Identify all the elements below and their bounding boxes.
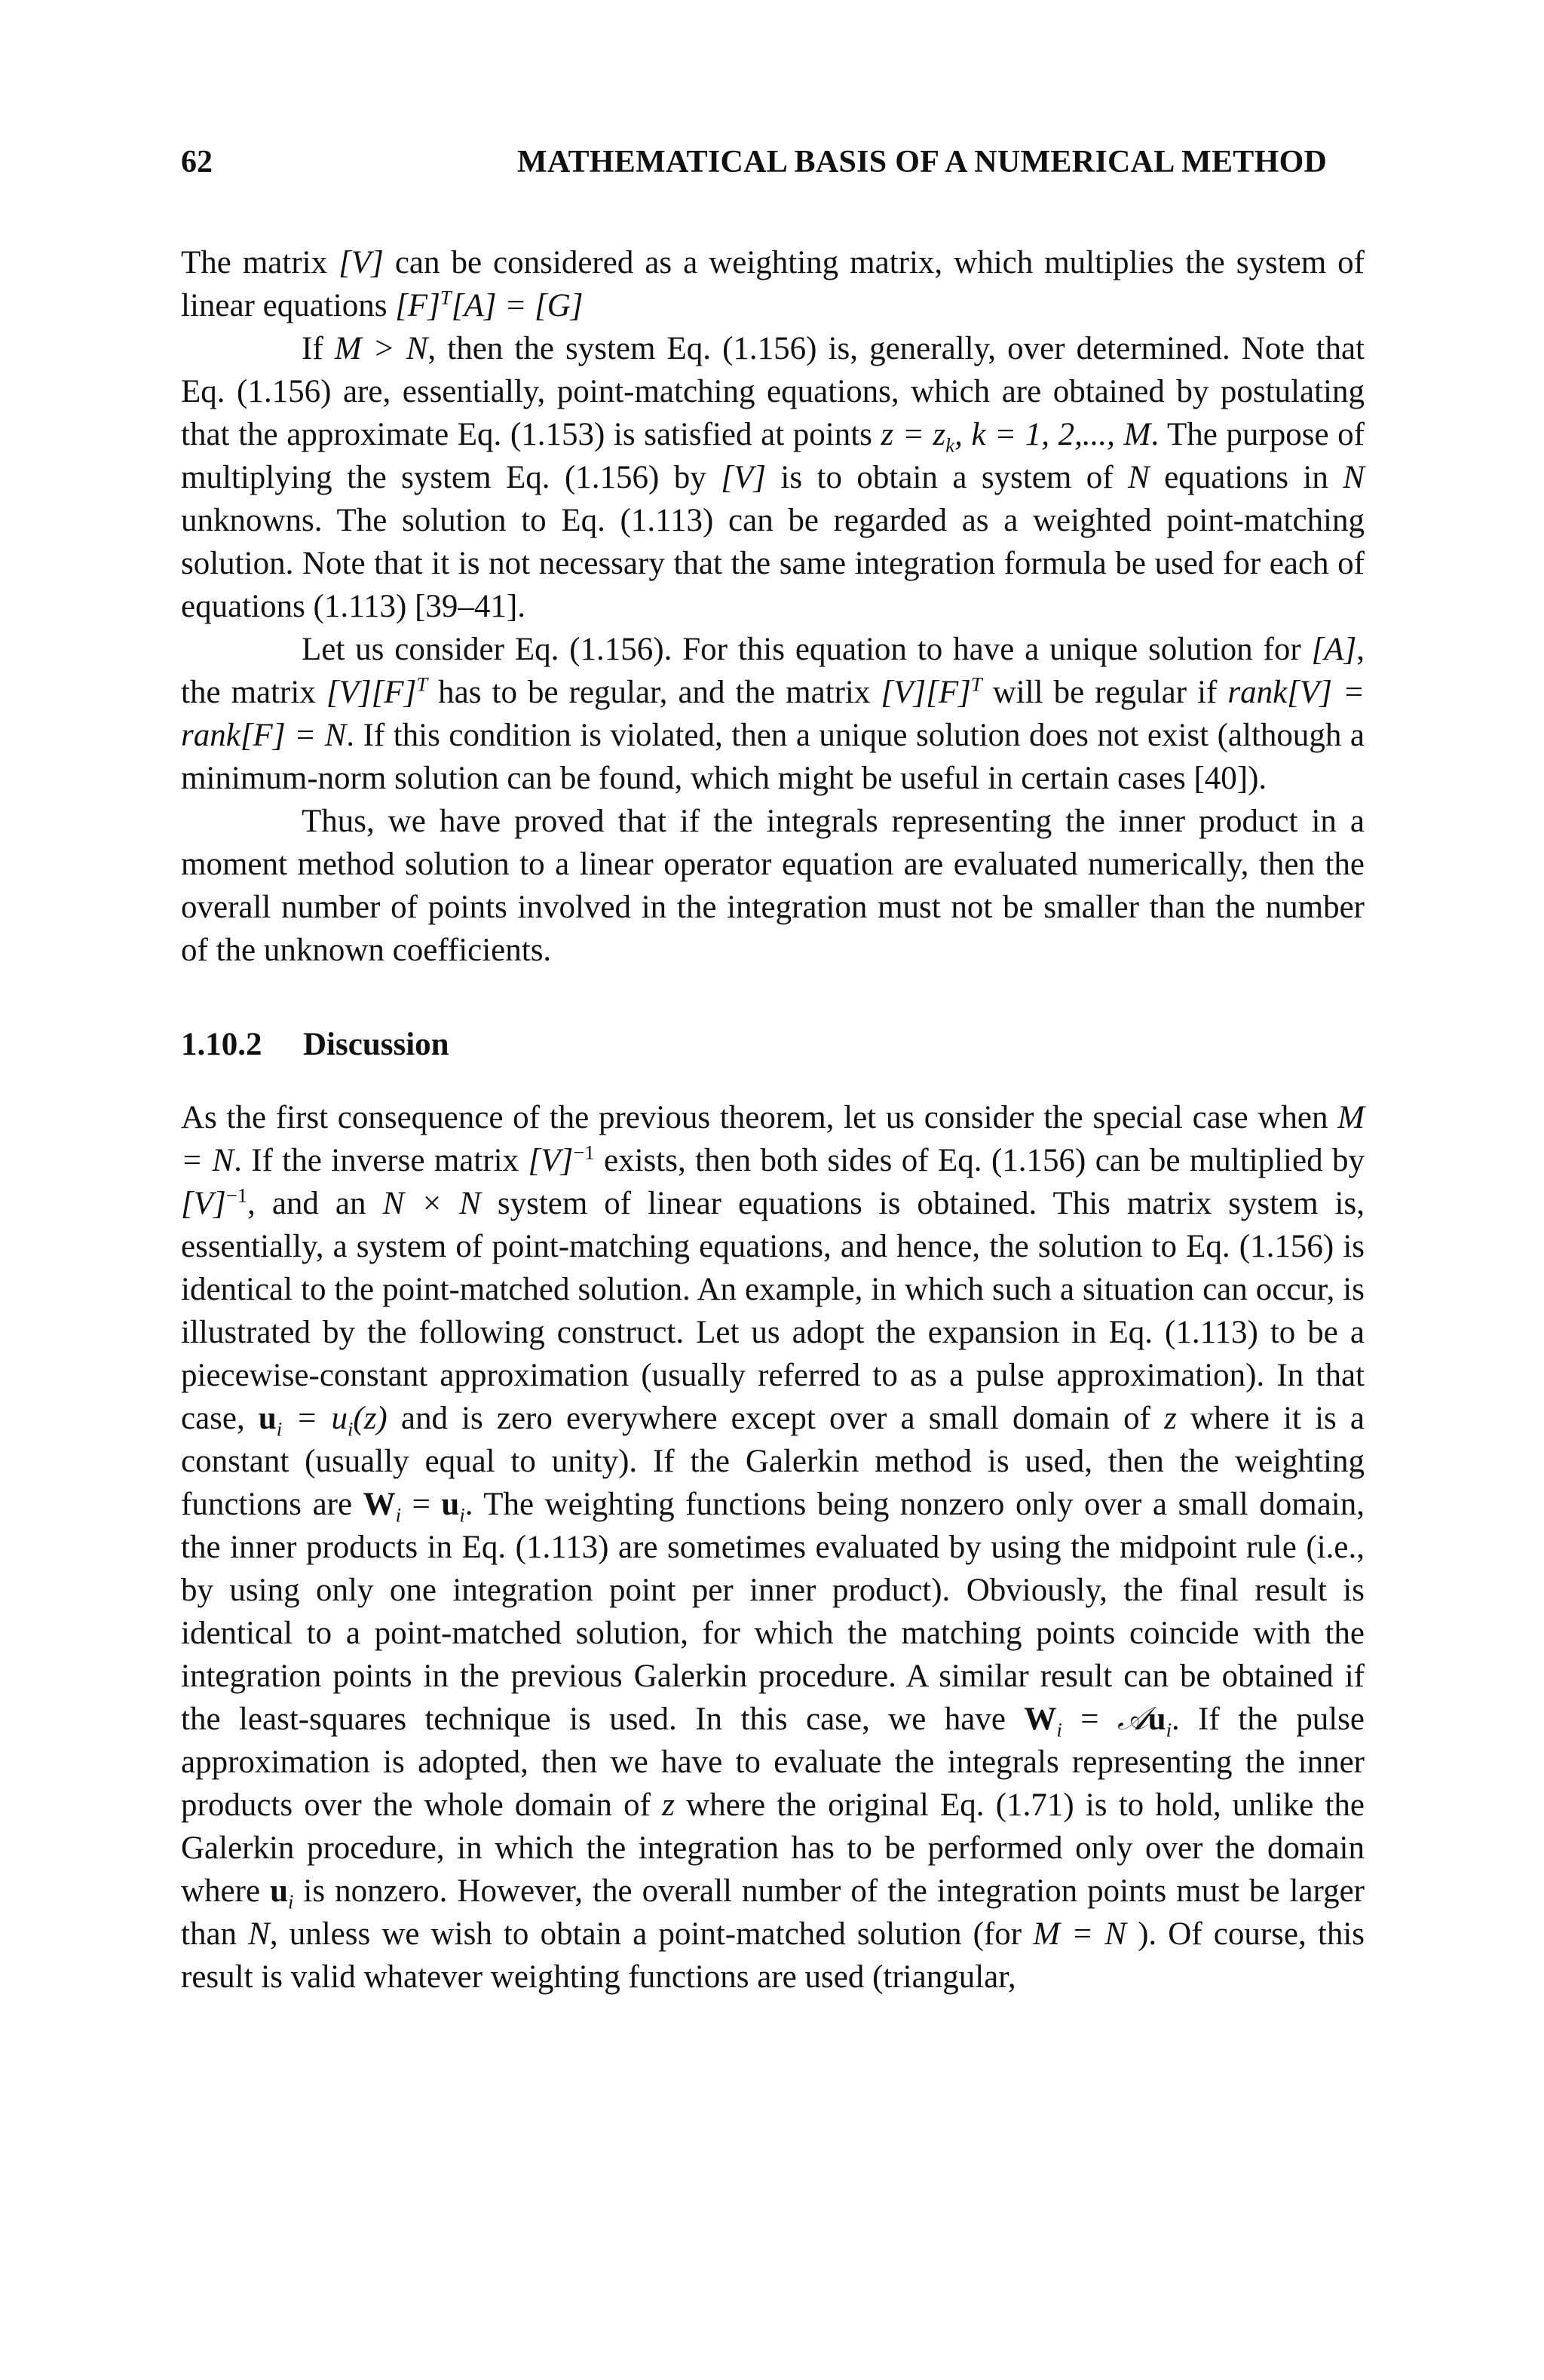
running-head [181,136,1365,188]
body-text [181,241,1365,1999]
book-page [181,136,1365,1999]
running-title: MATHEMATICAL BASIS OF A NUMERICAL METHOD [517,145,1328,179]
page-number: 62 [181,145,213,179]
paragraph-conclusion: Thus, we have proved that if the integrals representing the inner product in a moment method solution to a linear operator equation are evaluated numerically, then the overall number of points involved in the integration must not be smaller than the number of the unknown coefficients. [181,804,1365,968]
section-number: 1.10.2 [181,1027,262,1062]
section-heading [181,1023,1365,1066]
paragraph-unique-solution: Let us consider Eq. (1.156). For this equation to have a unique solution for [A], the matrix $[V][F]^T$ has to be regular, and the matrix $[V][F]^T$ will be regular if rank[V] = rank[F] = N. If this condition is violated, then a unique solution does not exist (although a minimum-norm solution can be found, which might be useful in certain cases [40]). [181,632,1365,796]
paragraph-discussion: As the first consequence of the previous theorem, let us consider the special case when M = N. If the inverse matrix $[V]^{-1}$ exists, then both sides of Eq. (1.156) can be multiplied by $[V]^{-1}$, and an N × N system of linear equations is obtained. This matrix system is, essentially, a system of point-matching equations, and hence, the solution to Eq. (1.156) is identical to the point-matched solution. An example, in which such a situation can occur, is illustrated by the following construct. Let us adopt the expansion in Eq. (1.113) to be a piecewise-constant approximation (usually referred to as a pulse approximation). In that case, $u_i = u_i(z)$ and is zero everywhere except over a small domain of z where it is a constant (usually equal to unity). If the Galerkin method is used, then the weighting functions are $W_i = u_i$. The weighting functions being nonzero only over a small domain, the inner products in Eq. (1.113) are sometimes evaluated by using the midpoint rule (i.e., by using only one integration point per inner product). Obviously, the final result is identical to a point-matched solution, for which the matching points coincide with the integration points in the previous Galerkin procedure. A similar result can be obtained if the least-squares technique is used. In this case, we have $W_i$ = 𝒜u$_i$. If the pulse approximation is adopted, then we have to evaluate the integrals representing the inner products over the whole domain of z where the original Eq. (1.71) is to hold, unlike the Galerkin procedure, in which the integration has to be performed only over the domain where $u_i$ is nonzero. However, the overall number of the integration points must be larger than N, unless we wish to obtain a point-matched solution (for M = N ). Of course, this result is valid whatever weighting functions are used (triangular, [181,1100,1365,1995]
section-title: Discussion [303,1027,449,1062]
paragraph-overdetermined: If M > N, then the system Eq. (1.156) is, generally, over determined. Note that Eq. (1.156) are, essentially, point-matching equations, which are obtained by postulating that the approximate Eq. (1.153) is satisfied at points $z = z_k$, k = 1, 2,..., M. The purpose of multiplying the system Eq. (1.156) by [V] is to obtain a system of N equations in N unknowns. The solution to Eq. (1.113) can be regarded as a weighted point-matching solution. Note that it is not necessary that the same integration formula be used for each of equations (1.113) [39–41]. [181,331,1365,624]
paragraph-weighting-matrix: The matrix [V] can be considered as a weighting matrix, which multiplies the system of linear equations $[F]^T[A] = [G]$ [181,245,1365,323]
